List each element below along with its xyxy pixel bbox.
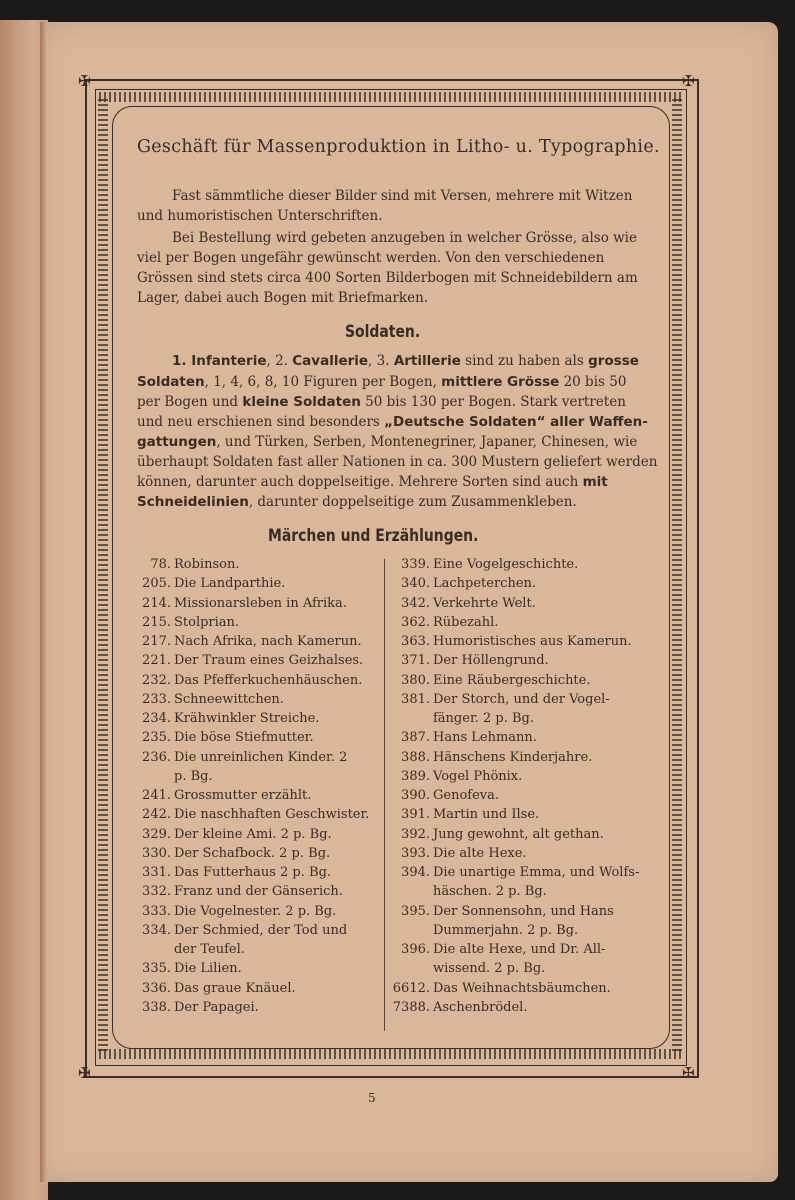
intro-line: Grössen sind stets circa 400 Sorten Bilderbogen mit Schneidebildern am <box>137 270 638 286</box>
story-number: 330. <box>142 845 171 861</box>
story-title: Die alte Hexe, und Dr. All- <box>433 942 606 957</box>
story-title: der Teufel. <box>174 942 245 957</box>
story-title: Nach Afrika, nach Kamerun. <box>174 634 362 649</box>
intro-line: Bei Bestellung wird gebeten anzugeben in welcher Grösse, also wie <box>172 230 637 246</box>
intro-line: viel per Bogen ungefähr gewünscht werden. Von den verschiedenen <box>137 250 605 266</box>
story-number: 331. <box>142 865 171 880</box>
story-title: Das Futterhaus 2 p. Bg. <box>174 865 332 880</box>
story-number: 335. <box>142 961 171 977</box>
story-number: 6612. <box>392 980 430 996</box>
page-edge <box>40 22 46 1182</box>
section-title-maerchen: Märchen und Erzählungen. <box>268 526 479 546</box>
story-number: 393. <box>401 845 430 861</box>
story-number: 391. <box>401 807 430 823</box>
story-number: 242. <box>142 807 171 823</box>
story-number: 78. <box>150 557 171 572</box>
story-number: 395. <box>401 903 430 919</box>
story-title: Die Lilien. <box>174 961 242 977</box>
story-title: häschen. 2 p. Bg. <box>433 884 547 900</box>
soldaten-line: können, darunter auch doppelseitige. Mehrere Sorten sind auch mit <box>137 474 608 490</box>
story-number: 389. <box>401 768 430 784</box>
story-title: Dummerjahn. 2 p. Bg. <box>433 922 579 938</box>
story-title: Franz und der Gänserich. <box>174 884 343 900</box>
story-title: Die alte Hexe. <box>433 845 527 861</box>
story-number: 217. <box>142 634 171 649</box>
story-title: Der Schafbock. 2 p. Bg. <box>174 845 331 861</box>
story-title: Das Pfefferkuchenhäuschen. <box>174 672 363 688</box>
story-number: 332. <box>142 884 171 900</box>
story-number: 333. <box>142 903 171 919</box>
story-title: Der Traum eines Geizhalses. <box>174 653 364 669</box>
story-title: Rübezahl. <box>433 614 499 630</box>
story-title: Eine Vogelgeschichte. <box>433 557 579 572</box>
story-title: Jung gewohnt, alt gethan. <box>433 826 604 842</box>
story-number: 381. <box>401 691 430 707</box>
ornament-band-top <box>99 92 683 102</box>
story-title: Grossmutter erzählt. <box>174 788 312 803</box>
story-title: Lachpeterchen. <box>433 576 537 592</box>
story-title: p. Bg. <box>174 768 213 784</box>
story-title: Die böse Stiefmutter. <box>174 730 314 746</box>
story-title: Martin und Ilse. <box>433 807 540 823</box>
story-title: Verkehrte Welt. <box>433 595 536 611</box>
soldaten-line: 1. Infanterie, 2. Cavallerie, 3. Artillerie sind zu haben als grosse <box>172 353 639 369</box>
story-title: Die Landparthie. <box>174 576 286 592</box>
story-number: 388. <box>401 749 430 765</box>
story-number: 241. <box>142 788 171 803</box>
soldaten-line: Soldaten, 1, 4, 6, 8, 10 Figuren per Bogen, mittlere Grösse 20 bis 50 <box>137 374 627 390</box>
story-title: Das Weihnachtsbäumchen. <box>433 980 611 996</box>
story-title: Die Vogelnester. 2 p. Bg. <box>174 903 337 919</box>
ornament-band-bottom <box>99 1049 683 1059</box>
story-title: Die unreinlichen Kinder. 2 <box>174 749 348 765</box>
story-title: Der Schmied, der Tod und <box>174 922 348 938</box>
story-number: 329. <box>142 826 171 842</box>
intro-line: und humoristischen Unterschriften. <box>137 208 383 224</box>
story-title: fänger. 2 p. Bg. <box>433 711 534 726</box>
story-title: Missionarsleben in Afrika. <box>174 595 347 611</box>
story-title: Aschenbrödel. <box>433 999 528 1015</box>
story-number: 221. <box>142 653 171 669</box>
story-number: 387. <box>401 730 430 746</box>
story-number: 236. <box>142 749 171 765</box>
story-title: Die naschhaften Geschwister. <box>174 807 370 823</box>
intro-line: Fast sämmtliche dieser Bilder sind mit Versen, mehrere mit Witzen <box>172 188 633 204</box>
story-title: Humoristisches aus Kamerun. <box>433 634 632 649</box>
story-title: Krähwinkler Streiche. <box>174 711 320 726</box>
soldaten-line: überhaupt Soldaten fast aller Nationen in ca. 300 Mustern geliefert werden <box>137 454 658 470</box>
ornament-band-right <box>672 99 682 1053</box>
story-number: 234. <box>142 711 171 726</box>
story-number: 7388. <box>392 999 430 1015</box>
intro-line: Lager, dabei auch Bogen mit Briefmarken. <box>137 290 429 306</box>
story-title: wissend. 2 p. Bg. <box>433 961 546 977</box>
corner-ornament-icon: ✠ <box>682 72 695 90</box>
story-number: 232. <box>142 672 171 688</box>
corner-ornament-icon: ✠ <box>78 72 91 90</box>
story-title: Robinson. <box>174 557 240 572</box>
story-number: 340. <box>401 576 430 592</box>
story-title: Der Sonnensohn, und Hans <box>433 903 614 919</box>
page-heading: Geschäft für Massenproduktion in Litho- u. Typographie. <box>137 137 660 157</box>
story-title: Die unartige Emma, und Wolfs- <box>433 865 640 880</box>
ornament-band-left <box>98 99 108 1053</box>
story-number: 392. <box>401 826 430 842</box>
corner-ornament-icon: ✠ <box>78 1064 91 1082</box>
story-title: Das graue Knäuel. <box>174 980 296 996</box>
story-title: Vogel Phönix. <box>433 768 523 784</box>
story-number: 235. <box>142 730 171 746</box>
story-title: Der Storch, und der Vogel- <box>433 691 610 707</box>
story-number: 371. <box>401 653 430 669</box>
page-number: 5 <box>368 1091 376 1105</box>
story-title: Hans Lehmann. <box>433 730 537 746</box>
story-number: 233. <box>142 691 171 707</box>
story-number: 396. <box>401 942 430 957</box>
soldaten-line: Schneidelinien, darunter doppelseitige zum Zusammenkleben. <box>137 494 577 510</box>
story-title: Stolprian. <box>174 614 240 630</box>
story-title: Genofeva. <box>433 788 500 803</box>
story-title: Der kleine Ami. 2 p. Bg. <box>174 826 332 842</box>
story-number: 205. <box>142 576 171 592</box>
story-number: 363. <box>401 634 430 649</box>
story-number: 390. <box>401 788 430 803</box>
story-number: 342. <box>401 595 430 611</box>
story-number: 214. <box>142 595 171 611</box>
section-title-soldaten: Soldaten. <box>345 322 421 342</box>
story-number: 334. <box>142 922 171 938</box>
story-title: Der Höllengrund. <box>433 653 549 669</box>
story-title: Schneewittchen. <box>174 691 284 707</box>
story-number: 362. <box>401 614 430 630</box>
soldaten-line: und neu erschienen sind besonders „Deutsche Soldaten“ aller Waffen- <box>137 414 648 430</box>
story-number: 338. <box>142 999 171 1015</box>
column-divider <box>384 559 385 1031</box>
story-number: 215. <box>142 614 171 630</box>
story-number: 339. <box>401 557 430 572</box>
story-number: 336. <box>142 980 171 996</box>
story-title: Hänschens Kinderjahre. <box>433 749 593 765</box>
soldaten-line: gattungen, und Türken, Serben, Montenegriner, Japaner, Chinesen, wie <box>137 434 638 450</box>
soldaten-line: per Bogen und kleine Soldaten 50 bis 130 per Bogen. Stark vertreten <box>137 394 626 410</box>
story-number: 394. <box>401 865 430 880</box>
story-title: Der Papagei. <box>174 999 259 1015</box>
story-number: 380. <box>401 672 430 688</box>
corner-ornament-icon: ✠ <box>682 1064 695 1082</box>
story-title: Eine Räubergeschichte. <box>433 672 591 688</box>
